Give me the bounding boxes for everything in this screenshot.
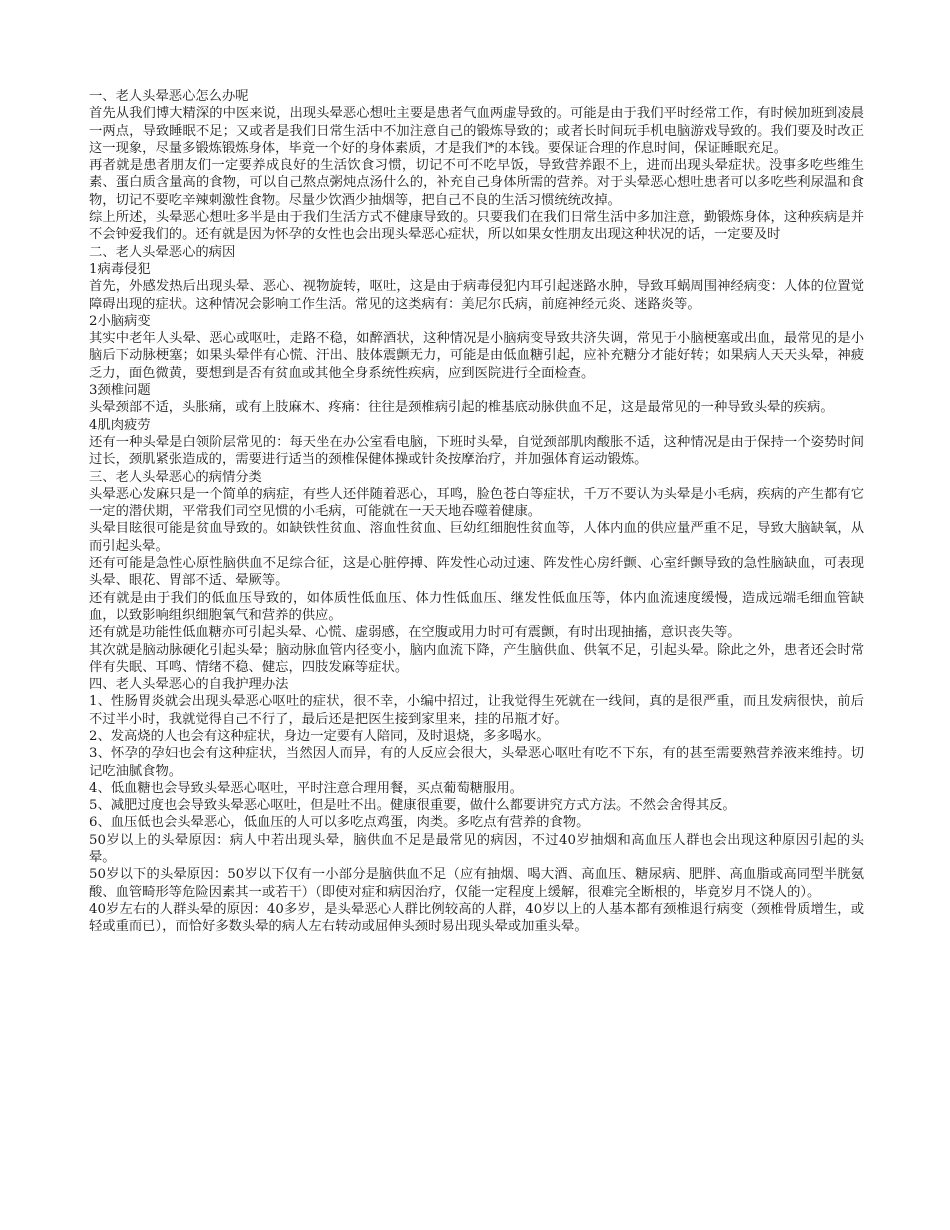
list-item: 2、发高烧的人也会有这种症状，身边一定要有人陪同，及时退烧，多多喝水。 xyxy=(89,728,550,744)
paragraph: 头晕颈部不适，头胀痛，或有上肢麻木、疼痛：往往是颈椎病引起的椎基底动脉供血不足，这是最常见的一种导致头晕的疾病。 xyxy=(89,400,834,416)
list-item: 3、怀孕的孕妇也会有这种症状，当然因人而异，有的人反应会很大，头晕恶心呕吐有吃不下东，有的甚至需要熟营养液来维持。切记吃油腻食物。 xyxy=(89,746,864,779)
paragraph: 其次就是脑动脉硬化引起头晕；脑动脉血管内径变小，脑内血流下降，产生脑供血、供氧不足，引起头晕。除此之外，患者还会时常伴有失眠、耳鸣、情绪不稳、健忘，四肢发麻等症状。 xyxy=(89,642,864,675)
section-heading-4: 四、老人头晕恶心的自我护理办法 xyxy=(89,677,289,693)
paragraph: 综上所述，头晕恶心想吐多半是由于我们生活方式不健康导致的。只要我们在我们日常生活中多加注意，勤锻炼身体，这种疾病是并不会钟爱我们的。还有就是因为怀孕的女性也会出现头晕恶心症状，所以如果女性朋友出现这种状况的话，一定要及时 xyxy=(89,210,864,243)
list-item: 4、低血糖也会导致头晕恶心呕吐，平时注意合理用餐，买点葡萄糖服用。 xyxy=(89,780,523,796)
subheading: 3颈椎问题 xyxy=(89,383,151,399)
paragraph: 40岁左右的人群头晕的原因：40多岁，是头晕恶心人群比例较高的人群，40岁以上的人基本都有颈椎退行病变（颈椎骨质增生，或轻或重而已），而恰好多数头晕的病人左右转动或屈伸头颈时易出现头晕或加重头晕。 xyxy=(89,901,864,935)
section-heading-2: 二、老人头晕恶心的病因 xyxy=(89,244,236,260)
paragraph: 还有可能是急性心原性脑供血不足综合征，这是心脏停搏、阵发性心动过速、阵发性心房纤颤、心室纤颤导致的急性脑缺血，可表现头晕、眼花、胃部不适、晕厥等。 xyxy=(89,556,864,589)
paragraph: 头晕恶心发麻只是一个简单的病症，有些人还伴随着恶心，耳鸣，脸色苍白等症状，千万不要认为头晕是小毛病，疾病的产生都有它一定的潜伏期，平常我们司空见惯的小毛病，可能就在一天天地吞噬着健康。 xyxy=(89,486,864,520)
section-heading-1: 一、老人头晕恶心怎么办呢 xyxy=(89,89,249,104)
paragraph: 还有就是功能性低血糖亦可引起头晕、心慌、虚弱感，在空腹或用力时可有震颤，有时出现抽搐，意识丧失等。 xyxy=(89,625,741,641)
paragraph: 还有就是由于我们的低血压导致的，如体质性低血压、体力性低血压、继发性低血压等，体内血流速度缓慢，造成远端毛细血管缺血，以致影响组织细胞氧气和营养的供应。 xyxy=(89,590,864,623)
paragraph: 还有一种头晕是白领阶层常见的：每天坐在办公室看电脑，下班时头晕，自觉颈部肌肉酸胀不适，这种情况是由于保持一个姿势时间过长，颈肌紧张造成的，需要进行适当的颈椎保健体操或针灸按摩治疗，并加强体育运动锻炼。 xyxy=(89,434,864,468)
paragraph: 50岁以上的头晕原因：病人中若出现头晕，脑供血不足是最常见的病因，不过40岁抽烟和高血压人群也会出现这种原因引起的头晕。 xyxy=(89,832,864,866)
list-item: 6、血压低也会头晕恶心，低血压的人可以多吃点鸡蛋，肉类。多吃点有营养的食物。 xyxy=(89,815,590,831)
section-heading-3: 三、老人头晕恶心的病情分类 xyxy=(89,469,262,485)
paragraph: 头晕目眩很可能是贫血导致的。如缺铁性贫血、溶血性贫血、巨幼红细胞性贫血等，人体内血的供应量严重不足，导致大脑缺氧，从而引起头晕。 xyxy=(89,521,864,554)
paragraph: 其实中老年人头晕、恶心或呕吐，走路不稳，如醉酒状，这种情况是小脑病变导致共济失调，常见于小脑梗塞或出血，最常见的是小脑后下动脉梗塞；如果头晕伴有心慌、汗出、肢体震颤无力，可能是由低血糖引起，应补充糖分才能好转；如果病人天天头晕，神疲乏力，面色微黄，要想到是否有贫血或其他全身系统性疾病，应到医院进行全面检查。 xyxy=(89,331,864,381)
subheading: 2小脑病变 xyxy=(89,313,151,329)
subheading: 1病毒侵犯 xyxy=(89,261,151,277)
list-item: 1、性肠胃炎就会出现头晕恶心呕吐的症状，很不幸，小编中招过，让我觉得生死就在一线间，真的是很严重，而且发病很快，前后不过半小时，我就觉得自己不行了，最后还是把医生接到家里来，挂的吊瓶才好。 xyxy=(89,694,864,727)
subheading: 4肌肉疲劳 xyxy=(89,417,151,433)
paragraph: 首先，外感发热后出现头晕、恶心、视物旋转，呕吐，这是由于病毒侵犯内耳引起迷路水肿，导致耳蜗周围神经病变：人体的位置觉障碍出现的症状。这种情况会影响工作生活。常见的这类病有：美尼尔氏病，前庭神经元炎、迷路炎等。 xyxy=(89,279,864,312)
paragraph: 再者就是患者朋友们一定要养成良好的生活饮食习惯，切记不可不吃早饭，导致营养跟不上，进而出现头晕症状。没事多吃些维生素、蛋白质含量高的食物，可以自己熬点粥炖点汤什么的，补充自己身体所需的营养。对于头晕恶心想吐患者可以多吃些利尿温和食物，切记不要吃辛辣刺激性食物。尽量少饮酒少抽烟等，把自己不良的生活习惯统统改掉。 xyxy=(89,158,864,208)
list-item: 5、减肥过度也会导致头晕恶心呕吐，但是吐不出。健康很重要，做什么都要讲究方式方法。不然会舍得其反。 xyxy=(89,798,736,814)
paragraph: 首先从我们博大精深的中医来说，出现头晕恶心想吐主要是患者气血两虚导致的。可能是由于我们平时经常工作，有时候加班到凌晨一两点，导致睡眠不足；又或者是我们日常生活中不加注意自己的锻炼导致的；或者长时间玩手机电脑游戏导致的。我们要及时改正这一现象，尽量多锻炼锻炼身体，毕竟一个好的身体素质，才是我们*的本钱。要保证合理的作息时间，保证睡眠充足。 xyxy=(89,106,864,156)
paragraph: 50岁以下的头晕原因：50岁以下仅有一小部分是脑供血不足（应有抽烟、喝大酒、高血压、糖尿病、肥胖、高血脂或高同型半胱氨酸、血管畸形等危险因素其一或若干）（即使对症和病因治疗，仅能一定程度上缓解，很难完全断根的，毕竟岁月不饶人的）。 xyxy=(89,867,864,900)
